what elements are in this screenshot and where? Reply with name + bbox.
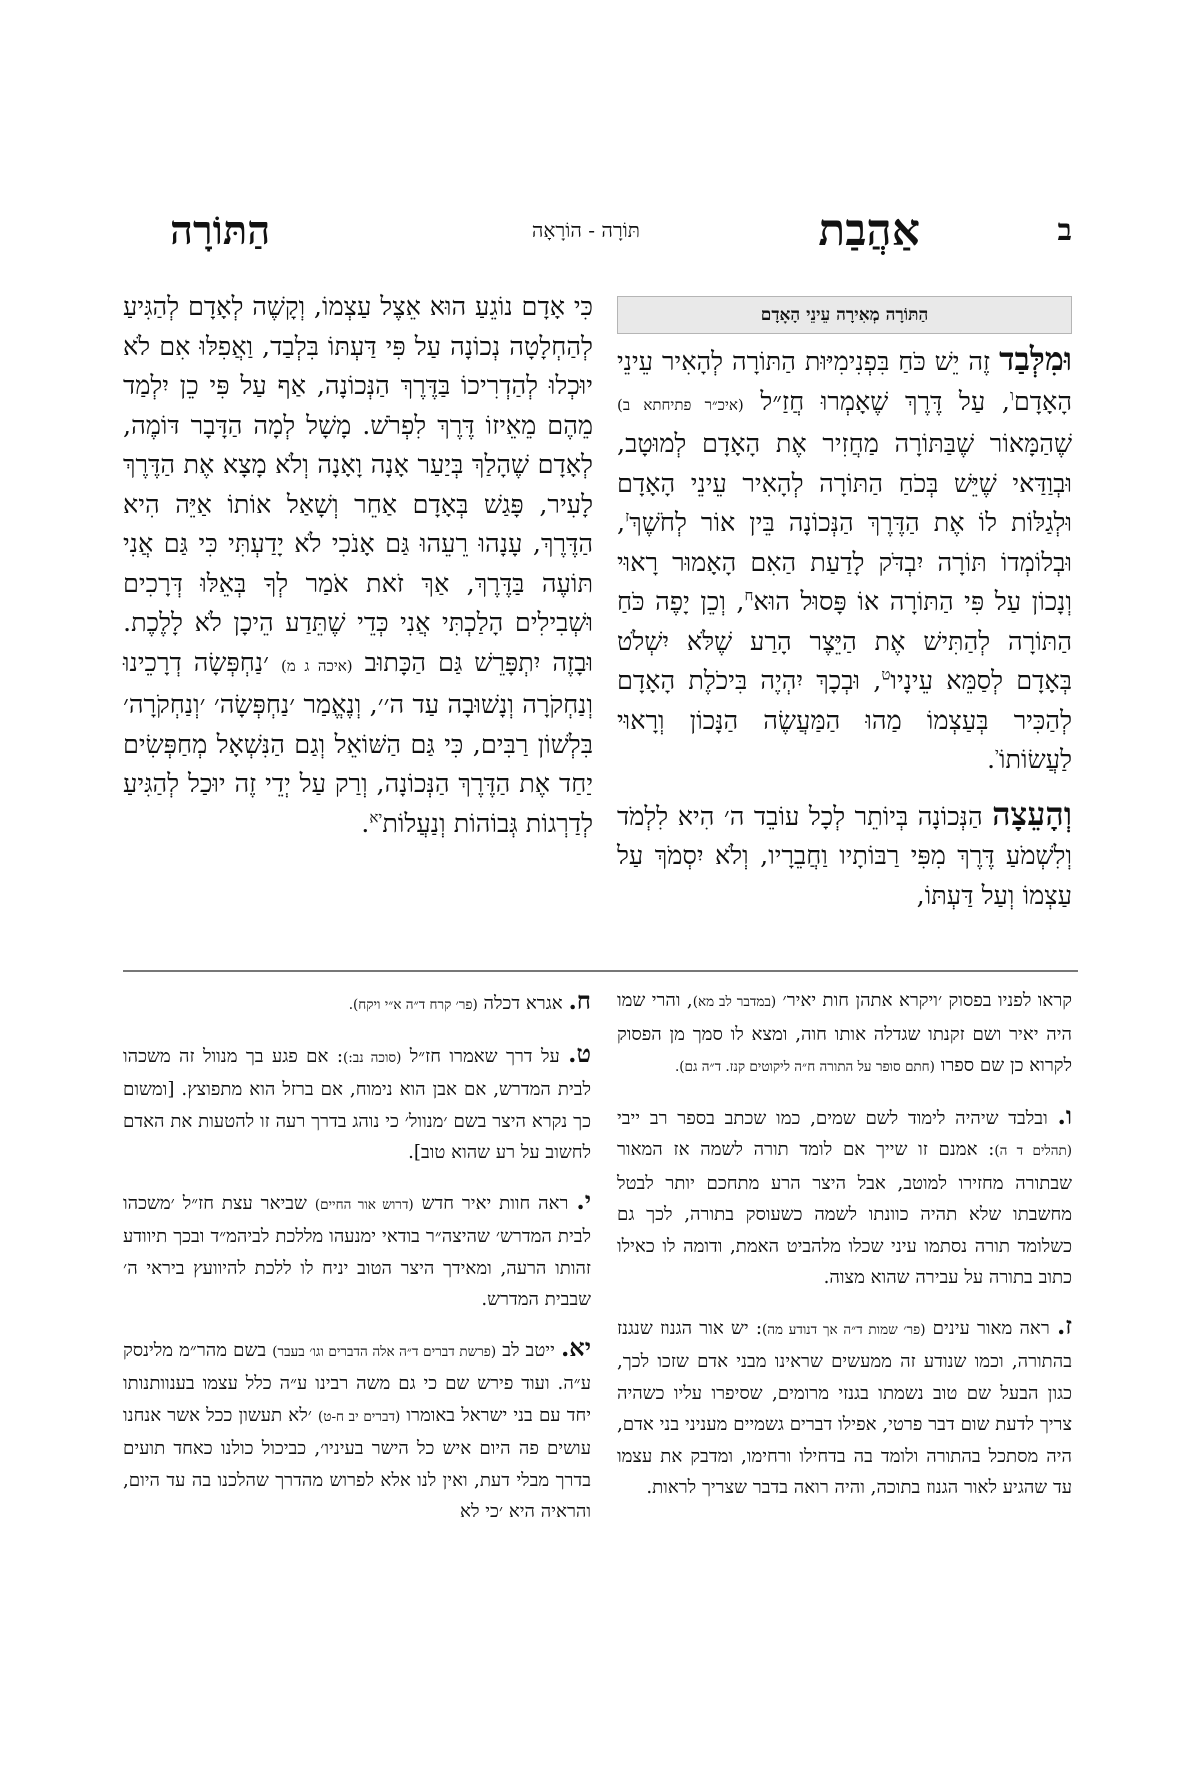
text-run: הַנְּכוֹנָה בְּיוֹתֵר לְכָל עוֹבֵד ה׳ הִיא לִלְמֹד וְלִשְׁמֹעַ דֶּרֶךְ מִפִּי רַבּוֹתָיו וַחֲבֵרָיו, וְלֹא יִסְמֹךְ עַל עַצְמוֹ וְעַל דַּעְתּוֹ, bbox=[617, 801, 1072, 911]
footnote-ref: ז bbox=[625, 507, 630, 526]
text-run: שביאר עצת חז״ל ׳משכהו לבית המדרש׳ שהיצה״ר בודאי ימנעהו מללכת לביהמ״ד ובכך תיוודע זהותו הרעה, ומאידך היצר הטוב יניח לו ללכת להיוועץ ביראי ה׳ שבבית המדרש. bbox=[123, 1192, 591, 1310]
text-run: בשם מהר״מ מלינסק ע״ה. ועוד פירש שם כי גם משה רבינו ע״ה כלל עצמו בענוותנותו יחד עם בני ישראל באומרו bbox=[123, 1339, 591, 1426]
footnotes-right bbox=[617, 985, 1072, 1520]
footnote-6 bbox=[617, 1100, 1072, 1294]
source-citation: (פרשת דברים ד״ה אלה הדברים וגו׳ בעבר) bbox=[272, 1343, 497, 1360]
footnote-marker: ח. bbox=[568, 986, 591, 1015]
text-run: כִּי אָדָם נוֹגֵעַ הוּא אֵצֶל עַצְמוֹ, וְקָשֶׁה לְאָדָם לְהַגִּיעַ לְהַחְלָטָה נְכוֹנָה עַל פִּי דַּעְתּוֹ בִּלְבַד, וַאֲפִלּוּ אִם לֹא יוּכְלוּ לְהַדְרִיכוֹ בַּדֶּרֶךְ הַנְּכוֹנָה, אַף עַל פִּי כֵן יִלְמַד מֵהֶם מֵאֵיזוֹ דֶּרֶךְ לִפְרֹשׁ. מָשָׁל לְמָה הַדָּבָר דּוֹמֶה, לְאָדָם שֶׁהָלַךְ בְּיַעַר אָנָה וָאָנָה וְלֹא מָצָא אֶת הַדֶּרֶךְ לָעִיר, פָּגַשׁ בְּאָדָם אַחֵר וְשָׁאַל אוֹתוֹ אַיֵּה הִיא הַדֶּרֶךְ, עָנָהוּ רֵעֵהוּ גַּם אָנֹכִי לֹא יָדַעְתִּי כִּי גַּם אֲנִי תּוֹעֶה בַּדֶּרֶךְ, אַךְ זֹאת אֹמַר לְךָ בְּאֵלּוּ דְּרָכִים וּשְׁבִילִים הָלַכְתִּי אֲנִי כְּדֵי שֶׁתֵּדַע הֵיכָן לֹא לָלֶכֶת. וּבָזֶה יִתְפָּרֵשׁ גַּם הַכָּתוּב bbox=[123, 292, 594, 678]
footnote-ref: ט bbox=[881, 665, 891, 684]
text-run: : אמנם זו שייך אם לומד תורה לשמה אז המאור שבתורה מחזירו למוטב, אבל היצר הרע מתחכם יותר לבטל מחשבתו שלא תהיה כוונתו לשמה כשעוסק בתורה, לכך גם כשלומד תורה נסתמו עיני שכלו מלהביט האמת, ודומה לו כאילו כתוב בתורה על עבירה שהוא מצוה. bbox=[617, 1139, 1072, 1288]
source-citation: (דברים יב ח-ט) bbox=[318, 1408, 401, 1425]
footnote-divider bbox=[123, 970, 1078, 972]
source-citation: (סוכה נב:) bbox=[342, 1049, 402, 1066]
footnote-marker: ו. bbox=[1057, 1100, 1072, 1130]
text-run: , וְכֵן יָפֶה כֹּחַ הַתּוֹרָה לְהַתִּישׁ אֶת הַיֵּצֶר הָרַע שֶׁלֹּא יִשְׁלֹט בְּאָדָם לְסַמֵּא עֵינָיו bbox=[617, 587, 1072, 696]
text-run: , וּבְכָךְ יִהְיֶה בִּיכֹלֶת הָאָדָם לְהַכִּיר בְּעַצְמוֹ מַהוּ הַמַּעֲשֶׂה הַנָּכוֹן וְרָאוּי לַעֲשׂוֹתוֹ bbox=[617, 666, 1072, 775]
book-title: אַהֲבַת bbox=[818, 204, 920, 256]
footnote-marker: יא. bbox=[560, 1332, 591, 1362]
text-run: . bbox=[986, 745, 996, 775]
text-run: זֶה יֵשׁ כֹּחַ בִּפְנִימִיּוּת הַתּוֹרָה לְהָאִיר עֵינֵי הָאָדָם bbox=[617, 347, 1072, 417]
text-run: ובלבד שיהיה לימוד לשם שמים, כמו שכתב בספר רב ייבי bbox=[617, 1107, 1058, 1129]
main-column-right bbox=[617, 296, 1072, 930]
source-citation: (דרוש אור החיים) bbox=[314, 1196, 414, 1213]
footnote-11 bbox=[123, 1332, 591, 1528]
source-citation: (פר׳ קרח ד״ה א״י ויקח). bbox=[348, 997, 478, 1013]
source-citation: (תהלים ד ה) bbox=[994, 1143, 1072, 1159]
footnote-marker: י. bbox=[576, 1185, 592, 1215]
text-run: על דרך שאמרו חז״ל bbox=[401, 1045, 569, 1067]
text-run: : אם פגע בך מנוול זה משכהו לבית המדרש, אם אבן הוא נימוח, אם ברזל הוא מתפוצץ. [ומשום כך נקרא היצר בשם ׳מנוול׳ כי נוהג בדרך רעה זו להטעות את האדם לחשוב על רע שהוא טוב]. bbox=[123, 1045, 591, 1163]
source-citation: (איכה ג מ) bbox=[281, 656, 353, 675]
text-run: אגרא דכלה bbox=[477, 993, 569, 1014]
footnotes-left bbox=[123, 985, 591, 1544]
source-citation: (איכ״ר פתיחתא ב) bbox=[617, 395, 744, 414]
text-run: קראו לפניו בפסוק ׳ויקרא אתהן חות יאיר׳ bbox=[776, 990, 1072, 1011]
paragraph-3 bbox=[123, 288, 593, 844]
footnote-7 bbox=[617, 1310, 1072, 1504]
footnote-marker: ט. bbox=[568, 1038, 591, 1068]
paragraph-2 bbox=[617, 795, 1072, 917]
text-run: שֶׁהַמָּאוֹר שֶׁבַּתּוֹרָה מַחֲזִיר אֶת הָאָדָם לְמוּטָב, וּבְוַדַּאי שֶׁיֵּשׁ בְּכֹחַ הַתּוֹרָה לְהָאִיר עֵינֵי הָאָדָם וּלְגַלּוֹת לוֹ אֶת הַדֶּרֶךְ הַנְּכוֹנָה בֵּין אוֹר לְחֹשֶׁךְ bbox=[617, 429, 1072, 538]
topic-heading: הַתּוֹרָה מְאִירָה עֵינֵי הָאָדָם bbox=[617, 296, 1072, 334]
text-run: : יש אור הגנוז שנגנז בהתורה, וכמו שנודע זה ממעשים שראינו מבני אדם שזכו לכך, כגון הבעל שם טוב נשמתו בגנזי מרומים, שסיפרו עליו כשהיה צריך לדעת שום דבר פרטי, אפילו דברים גשמיים מעניני בני אדם, היה מסתכל בהתורה ולומד בה בדחילו ורחימו, ומדבק את עצמו עד שהגיע לאור הגנוז בתוכה, והיה רואה בדבר שצריך לראות. bbox=[617, 1317, 1072, 1498]
lead-word: וּמִלְּבַד bbox=[999, 340, 1072, 378]
footnote-10 bbox=[123, 1185, 591, 1316]
text-run: ייטב לב bbox=[496, 1339, 561, 1361]
footnote-continued bbox=[617, 985, 1072, 1084]
text-run: , וּבְלוֹמְדוֹ תּוֹרָה יִבְדֹּק לָדַעַת הַאִם הָאָמוּר רָאוּי וְנָכוֹן עַל פִּי הַתּוֹרָה אוֹ פָּסוּל הוּא bbox=[617, 508, 1072, 617]
source-citation: (במדבר לב מא) bbox=[692, 994, 777, 1010]
text-run: ראה חוות יאיר חדש bbox=[413, 1192, 577, 1214]
footnote-ref: י bbox=[995, 744, 999, 763]
footnote-marker: ז. bbox=[1056, 1310, 1072, 1340]
text-run: , עַל דֶּרֶךְ שֶׁאָמְרוּ חֲזַ״ל bbox=[743, 386, 1010, 417]
book-title-continued: הַתּוֹרָה bbox=[170, 206, 271, 254]
footnote-ref: יא bbox=[369, 808, 383, 826]
main-column-left bbox=[123, 288, 593, 858]
section-subtitle: תּוֹרָה - הוֹרָאָה bbox=[531, 217, 640, 242]
lead-word: וְהָעֵצָה bbox=[992, 794, 1072, 833]
footnote-8 bbox=[123, 985, 591, 1022]
source-citation: (חתם סופר על התורה ח״ה ליקוטים קנז. ד״ה גם). bbox=[674, 1059, 935, 1075]
text-run: ׳נַחְפְּשָׂה דְרָכֵינוּ וְנַחְקֹרָה וְנָשׁוּבָה עַד ה׳׳, וְנֶאֱמַר ׳נַחְפְּשָׂה׳ ׳וְנַחְקֹרָה׳ בִּלְשׁוֹן רַבִּים, כִּי גַּם הַשּׁוֹאֵל וְגַם הַנִּשְׁאָל מְחַפְּשִׂים יַחַד אֶת הַדֶּרֶךְ הַנְּכוֹנָה, וְרַק עַל יְדֵי זֶה יוּכַל לְהַגִּיעַ לְדַרְגוֹת גְּבוֹהוֹת וְנַעֲלוֹת bbox=[123, 647, 593, 839]
footnote-ref: ח bbox=[744, 586, 754, 605]
text-run: ראה מאור עינים bbox=[925, 1317, 1057, 1339]
page-number: ב bbox=[1057, 212, 1072, 248]
text-run: ׳לא תעשון ככל אשר אנחנו עושים פה היום איש כל הישר בעיניו׳, כביכול כולנו כאחד תועים בדרך מבלי דעת, ואין לנו אלא לפרוש מהדרך שהלכנו בה עד היום, והראיה היא ׳כי לא bbox=[123, 1404, 591, 1522]
footnote-9 bbox=[123, 1038, 591, 1169]
footnote-ref: ו bbox=[1010, 386, 1014, 404]
text-run: , והרי שמו היה יאיר ושם זקנתו שגדלה אותו חוה, ומצא לו סמך מן הפסוק לקרוא כן שם ספרו bbox=[617, 990, 1072, 1076]
paragraph-1 bbox=[617, 340, 1072, 781]
text-run: . bbox=[361, 808, 370, 839]
source-citation: (פר׳ שמות ד״ה אך דנודע מה) bbox=[761, 1321, 926, 1338]
